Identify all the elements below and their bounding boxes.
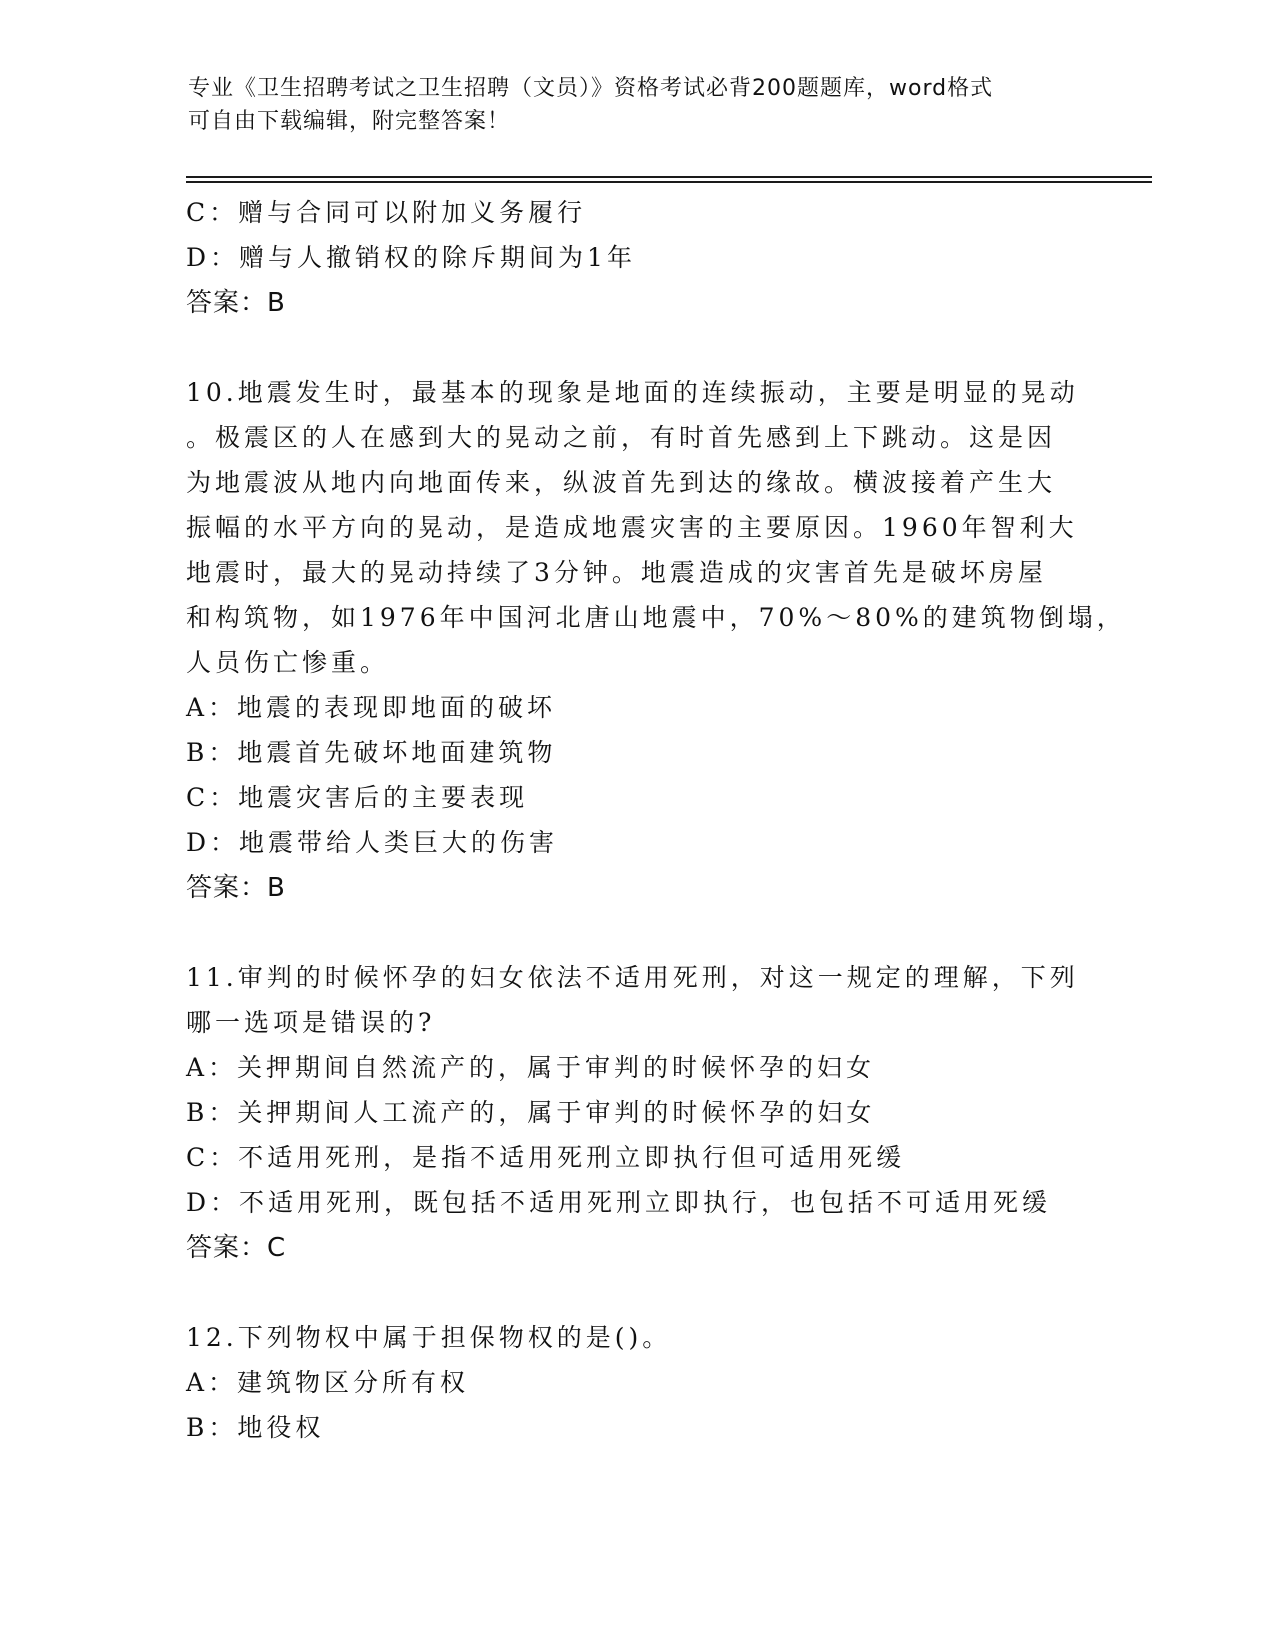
question-stem-line: 人员伤亡惨重。: [186, 648, 390, 677]
question-stem-line: 为地震波从地内向地面传来，纵波首先到达的缘故。横波接着产生大: [186, 468, 1057, 497]
question-content: [186, 190, 1146, 1450]
header-rule-bottom: [186, 181, 1152, 183]
option-d: D：不适用死刑，既包括不适用死刑立即执行，也包括不可适用死缓: [186, 1188, 1052, 1217]
option-b: B：地震首先破坏地面建筑物: [186, 738, 557, 767]
question-stem-line: 。极震区的人在感到大的晃动之前，有时首先感到上下跳动。这是因: [186, 423, 1057, 452]
answer-label: 答案：C: [186, 1233, 287, 1263]
header-rule-top: [186, 176, 1152, 178]
question-block-10: [186, 370, 1146, 911]
question-stem-line: 地震时，最大的晃动持续了3分钟。地震造成的灾害首先是破坏房屋: [186, 558, 1047, 587]
page-header: [188, 72, 1068, 138]
question-stem-line: 10.地震发生时，最基本的现象是地面的连续振动，主要是明显的晃动: [186, 378, 1079, 407]
option-c: C：地震灾害后的主要表现: [186, 783, 529, 812]
option-a: A：地震的表现即地面的破坏: [186, 693, 557, 722]
option-c: C：不适用死刑，是指不适用死刑立即执行但可适用死缓: [186, 1143, 906, 1172]
option-d: D：地震带给人类巨大的伤害: [186, 828, 559, 857]
question-stem-line: 和构筑物，如1976年中国河北唐山地震中，70%～80%的建筑物倒塌，: [186, 603, 1126, 632]
header-title-line-2: 可自由下载编辑，附完整答案！: [188, 109, 511, 134]
answer-label: 答案：B: [186, 873, 286, 903]
question-block-11: [186, 955, 1146, 1271]
option-b: B：地役权: [186, 1413, 325, 1442]
option-a: A：建筑物区分所有权: [186, 1368, 470, 1397]
answer-label: 答案：B: [186, 288, 286, 318]
option-c: C：赠与合同可以附加义务履行: [186, 198, 587, 227]
header-title-line-1: 专业《卫生招聘考试之卫生招聘（文员）》资格考试必背200题题库，word格式: [188, 76, 994, 101]
question-stem-line: 11.审判的时候怀孕的妇女依法不适用死刑，对这一规定的理解，下列: [186, 963, 1079, 992]
question-stem-line: 哪一选项是错误的?: [186, 1008, 436, 1037]
option-a: A：关押期间自然流产的，属于审判的时候怀孕的妇女: [186, 1053, 876, 1082]
option-d: D：赠与人撤销权的除斥期间为1年: [186, 243, 636, 272]
question-block-prev: [186, 190, 1146, 326]
spacer: [186, 1271, 1146, 1315]
spacer: [186, 911, 1146, 955]
question-block-12: [186, 1315, 1146, 1450]
spacer: [186, 326, 1146, 370]
question-stem-line: 12.下列物权中属于担保物权的是()。: [186, 1323, 672, 1352]
option-b: B：关押期间人工流产的，属于审判的时候怀孕的妇女: [186, 1098, 876, 1127]
question-stem-line: 振幅的水平方向的晃动，是造成地震灾害的主要原因。1960年智利大: [186, 513, 1078, 542]
